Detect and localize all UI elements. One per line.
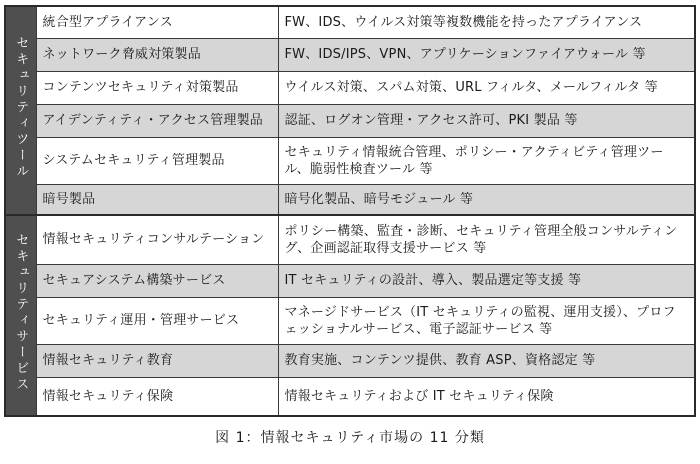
group-label-cell bbox=[5, 6, 36, 215]
description-cell: IT セキュリティの設計、導入、製品選定等支援 等 bbox=[278, 264, 695, 297]
category-cell: 情報セキュリティ教育 bbox=[36, 344, 278, 377]
description-cell: FW、IDS、ウイルス対策等複数機能を持ったアプライアンス bbox=[278, 6, 695, 38]
category-cell: セキュアシステム構築サービス bbox=[36, 264, 278, 297]
category-cell: アイデンティティ・アクセス管理製品 bbox=[36, 104, 278, 137]
category-cell: システムセキュリティ管理製品 bbox=[36, 137, 278, 184]
group-label-cell bbox=[5, 215, 36, 416]
table-row bbox=[5, 297, 695, 344]
description-cell: セキュリティ情報統合管理、ポリシー・アクティビティ管理ツール、脆弱性検査ツール 等 bbox=[278, 137, 695, 184]
table-body bbox=[5, 6, 695, 416]
description-cell: ポリシー構築、監査・診断、セキュリティ管理全般コンサルティング、企画認証取得支援サービス 等 bbox=[278, 215, 695, 264]
table-row bbox=[5, 377, 695, 416]
group-label: セキュリティサービス bbox=[13, 233, 29, 393]
category-cell: 暗号製品 bbox=[36, 184, 278, 215]
table-row bbox=[5, 137, 695, 184]
security-market-table bbox=[4, 5, 696, 417]
table-row bbox=[5, 215, 695, 264]
category-cell: 情報セキュリティコンサルテーション bbox=[36, 215, 278, 264]
table-row bbox=[5, 184, 695, 215]
group-label: セキュリティツール bbox=[13, 36, 29, 180]
figure-caption: 図 1：情報セキュリティ市場の 11 分類 bbox=[215, 430, 485, 446]
category-cell: セキュリティ運用・管理サービス bbox=[36, 297, 278, 344]
category-cell: ネットワーク脅威対策製品 bbox=[36, 38, 278, 71]
category-cell: 情報セキュリティ保険 bbox=[36, 377, 278, 416]
table-row bbox=[5, 6, 695, 38]
description-cell: 教育実施、コンテンツ提供、教育 ASP、資格認定 等 bbox=[278, 344, 695, 377]
description-cell: マネージドサービス（IT セキュリティの監視、運用支援）、プロフェッショナルサービス、電子認証サービス 等 bbox=[278, 297, 695, 344]
category-cell: 統合型アプライアンス bbox=[36, 6, 278, 38]
category-cell: コンテンツセキュリティ対策製品 bbox=[36, 71, 278, 104]
table-row bbox=[5, 264, 695, 297]
description-cell: ウイルス対策、スパム対策、URL フィルタ、メールフィルタ 等 bbox=[278, 71, 695, 104]
description-cell: FW、IDS/IPS、VPN、アプリケーションファイアウォール 等 bbox=[278, 38, 695, 71]
description-cell: 認証、ログオン管理・アクセス許可、PKI 製品 等 bbox=[278, 104, 695, 137]
description-cell: 情報セキュリティおよび IT セキュリティ保険 bbox=[278, 377, 695, 416]
description-cell: 暗号化製品、暗号モジュール 等 bbox=[278, 184, 695, 215]
table-row bbox=[5, 104, 695, 137]
table-row bbox=[5, 71, 695, 104]
table-row bbox=[5, 344, 695, 377]
table-row bbox=[5, 38, 695, 71]
